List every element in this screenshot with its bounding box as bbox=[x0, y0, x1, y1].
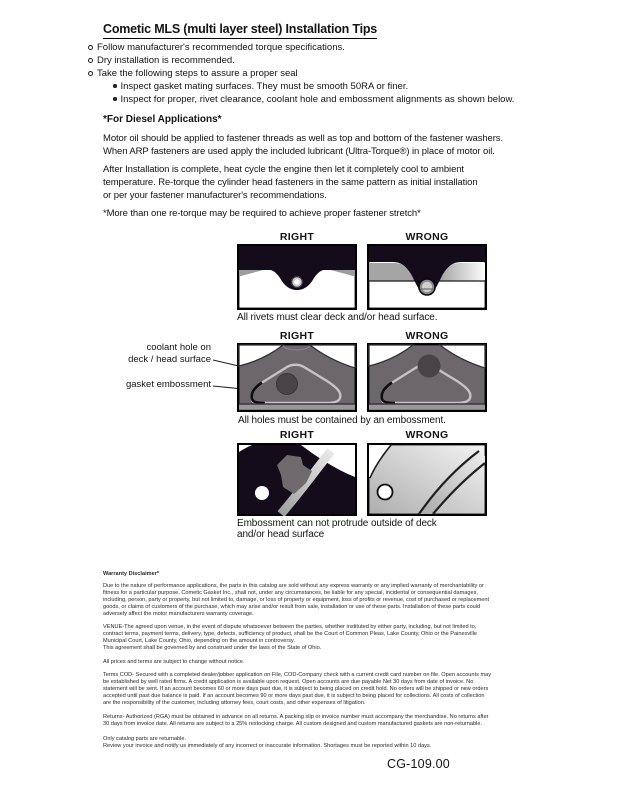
diagram-caption: All rivets must clear deck and/or head surface. bbox=[237, 312, 438, 323]
legal-paragraph-catalog: Only catalog parts are returnable. Review your invoice and notify us immediately of any incorrect or inaccurate information. Shortages must be reported within 10 days. bbox=[103, 736, 432, 749]
deck-bottom-band bbox=[239, 405, 355, 410]
bullet-dot-icon bbox=[113, 97, 117, 101]
diesel-heading: *For Diesel Applications* bbox=[103, 114, 222, 125]
page-title: Cometic MLS (multi layer steel) Installation Tips bbox=[103, 22, 377, 39]
legal-paragraph-warranty: Due to the nature of performance applications, the parts in this catalog are sold without any express warranty or any implied warranty of merchantability or fitness for a particular purpose. Cometic Gasket Inc., shall not, under any circumstances, be liable for any special, incidental or consequential damages, including, person, party or property, but not limited to, damage, or loss of property or equipment, loss of profits or revenue, cost of purchased or replacement goods, or claims of customers of the purchase, which may arise and/or result from sale, installation or use of these parts. Installation of these parts could adversely affect the motor manufacturers warranty coverage. bbox=[103, 583, 490, 617]
diagram-embossment-right bbox=[237, 343, 357, 412]
diagram-embossment-wrong bbox=[367, 343, 487, 412]
bullet-circle-icon bbox=[88, 58, 93, 63]
legal-paragraph-returns: Returns- Authorized (RGA) must be obtained in advance on all returns. A packing slip or invoice number must accompany the merchandise. No returns after 30 days from invoice date. All returns are subject to a 25% restocking charge. All custom designed and custom manufactured gaskets are non-returnable. bbox=[103, 714, 489, 727]
bullet-circle-icon bbox=[88, 45, 93, 50]
right-label: RIGHT bbox=[279, 231, 315, 243]
legal-section bbox=[103, 571, 519, 750]
diagram-caption: Embossment can not protrude outside of deck and/or head surface bbox=[237, 518, 437, 540]
legal-paragraph-prices: All prices and terms are subject to change without notice. bbox=[103, 659, 245, 665]
list-item bbox=[113, 93, 514, 106]
diagram-caption: All holes must be contained by an embossment. bbox=[238, 415, 446, 426]
wrong-label: WRONG bbox=[405, 330, 449, 342]
diagram-rivet-wrong bbox=[367, 244, 487, 310]
annotation-coolant-hole: coolant hole on deck / head surface bbox=[128, 342, 211, 365]
bullet-text: Take the following steps to assure a proper seal bbox=[97, 68, 298, 79]
bullet-text: Inspect for proper, rivet clearance, coolant hole and embossment alignments as shown below. bbox=[120, 94, 515, 105]
annotation-gasket-embossment: gasket embossment bbox=[125, 379, 211, 390]
bullet-text: Inspect gasket mating surfaces. They must be smooth 50RA or finer. bbox=[120, 81, 409, 92]
bullet-text: Follow manufacturer's recommended torque specifications. bbox=[97, 42, 345, 53]
bullet-dot-icon bbox=[113, 84, 117, 88]
right-label: RIGHT bbox=[279, 330, 315, 342]
list-item bbox=[113, 80, 514, 93]
list-item bbox=[88, 67, 514, 80]
wrong-label: WRONG bbox=[405, 429, 449, 441]
coolant-hole bbox=[277, 374, 298, 395]
wrong-label: WRONG bbox=[405, 231, 449, 243]
legal-paragraph-terms: Terms COD- Secured with a completed dealer/jobber application on File, COD-Company check with a current credit card number on file. Open accounts may be established by well rated firms. A credit application is available upon request. Open accounts are due payable Net 30 days from date of invoice. No statement will be sent. If an account becomes 60 or more days past due, it is subject to being placed on credit hold. No orders will be shipped or new orders accepted until past due balance is paid. If an account becomes 90 or more days past due, it is subject to being placed for collections. All costs of collection are the responsibility of the customer, including attorney fees, court costs, and other expenses of litigation. bbox=[103, 672, 492, 706]
diesel-paragraph-1: Motor oil should be applied to fastener threads as well as top and bottom of the fastener washers. When ARP fasteners are used apply the included lubricant (Ultra-Torque®) in place of motor oil. bbox=[103, 133, 503, 157]
legal-heading: Warranty Disclaimer* bbox=[103, 571, 160, 577]
diagram-rivet-right bbox=[237, 244, 357, 310]
legal-paragraph-venue: VENUE-The agreed upon venue, in the event of dispute whatsoever between the parties, whether instituted by either party, including, but not limited to, contract terms, payment terms, delivery, type, defects, sufficiency of product, shall be the Court of Common Pleas, Lake County, Ohio or the Painesville Municipal Court, Lake County, Ohio, depending on the amount in controversy. This agreement shall be governed by and construed under the laws of the State of Ohio. bbox=[103, 624, 478, 651]
bullet-text: Dry installation is recommended. bbox=[97, 55, 235, 66]
bolt-hole bbox=[255, 486, 269, 500]
bolt-hole bbox=[378, 485, 393, 500]
coolant-hole-outside bbox=[418, 355, 441, 378]
diagram-protrusion-right bbox=[237, 443, 357, 516]
page-code: CG-109.00 bbox=[387, 757, 450, 771]
diagram-protrusion-wrong bbox=[367, 443, 487, 516]
list-item bbox=[88, 54, 514, 67]
bullet-circle-icon bbox=[88, 71, 93, 76]
tips-list bbox=[88, 41, 514, 106]
right-label: RIGHT bbox=[279, 429, 315, 441]
retorque-note: *More than one re-torque may be required to achieve proper fastener stretch* bbox=[103, 208, 421, 219]
list-item bbox=[88, 41, 514, 54]
deck-bottom-band bbox=[369, 405, 485, 410]
diesel-paragraph-2: After Installation is complete, heat cycle the engine then let it completely cool to ambient temperature. Re-torque the cylinder head fasteners in the same pattern as initial installation or per your fastener manufacturer's recommendations. bbox=[103, 164, 478, 201]
